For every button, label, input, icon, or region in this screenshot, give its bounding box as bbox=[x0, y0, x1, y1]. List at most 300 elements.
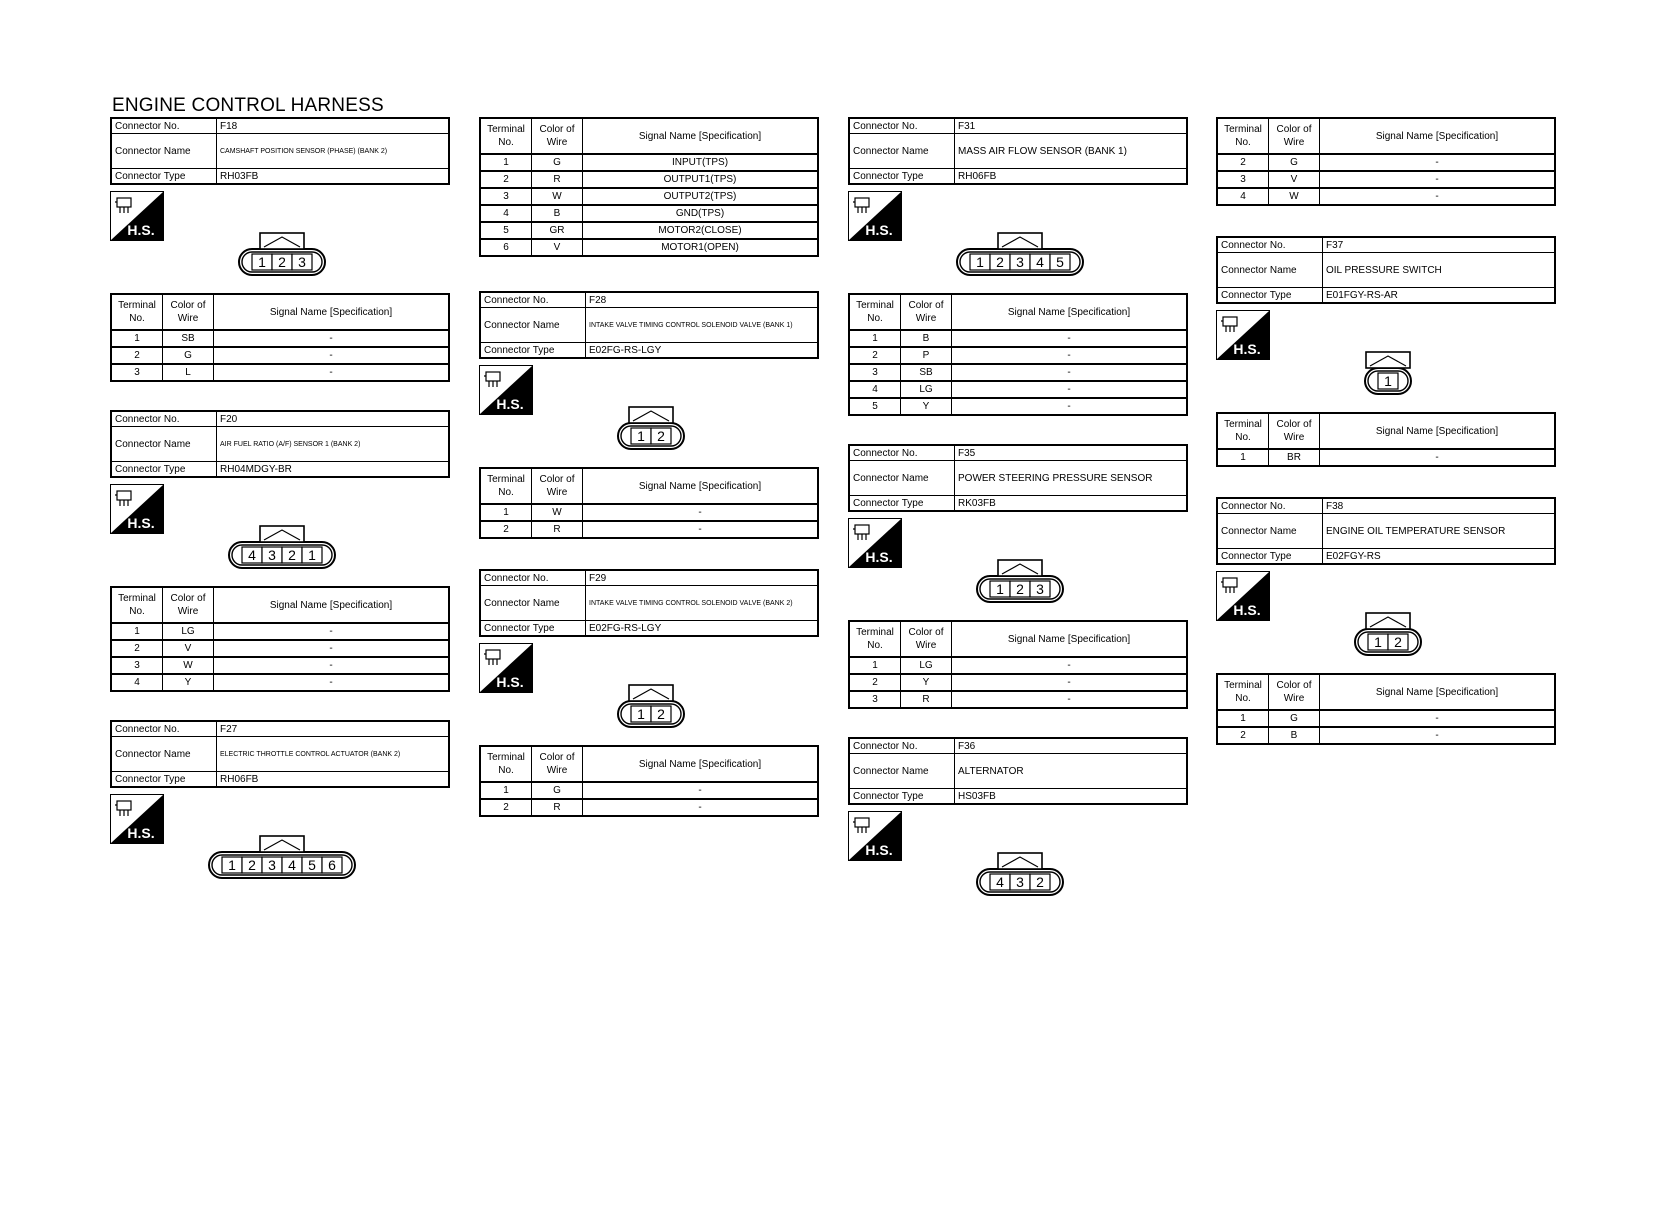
signal-name: OUTPUT1(TPS) bbox=[583, 171, 819, 188]
signal-name: - bbox=[952, 381, 1188, 398]
pin-number: 2 bbox=[1394, 634, 1402, 650]
column-2 bbox=[479, 117, 819, 817]
wire-color: B bbox=[532, 205, 583, 222]
pin-number: 2 bbox=[1036, 874, 1044, 890]
wire-color: Y bbox=[901, 398, 952, 415]
connector-info-table bbox=[848, 737, 1188, 805]
pin-number: 1 bbox=[637, 706, 645, 722]
terminal-row bbox=[480, 239, 818, 256]
connector-info-table bbox=[1216, 497, 1556, 565]
color-header: Color of Wire bbox=[532, 468, 583, 504]
hs-label: H.S. bbox=[865, 842, 893, 858]
terminal-row bbox=[111, 330, 449, 347]
signal-name: INPUT(TPS) bbox=[583, 154, 819, 171]
pin-number: 2 bbox=[1016, 581, 1024, 597]
wire-color: G bbox=[163, 347, 214, 364]
connector-type-label: Connector Type bbox=[480, 621, 586, 637]
terminal-number: 4 bbox=[1217, 188, 1269, 205]
pin-number: 2 bbox=[278, 254, 286, 270]
connector-diagram-area bbox=[110, 804, 450, 896]
connector-name-label: Connector Name bbox=[111, 737, 217, 772]
connector-diagram-area bbox=[848, 821, 1188, 913]
connector-face-diagram bbox=[616, 397, 686, 457]
terminal-number: 4 bbox=[111, 674, 163, 691]
terminal-row bbox=[1217, 449, 1555, 466]
terminal-row bbox=[480, 782, 818, 799]
connector-type-label: Connector Type bbox=[111, 169, 217, 185]
hs-label: H.S. bbox=[127, 515, 155, 531]
connector-type-value: RH06FB bbox=[955, 169, 1188, 185]
connector-info-table bbox=[848, 117, 1188, 185]
terminal-table bbox=[848, 293, 1188, 416]
signal-name: - bbox=[1320, 171, 1556, 188]
wire-color: V bbox=[163, 640, 214, 657]
wire-color: GR bbox=[532, 222, 583, 239]
pin-number: 3 bbox=[1016, 254, 1024, 270]
terminal-header: Terminal No. bbox=[1217, 674, 1269, 710]
terminal-row bbox=[480, 188, 818, 205]
connector-number-value: F27 bbox=[217, 721, 450, 737]
terminal-number: 3 bbox=[849, 691, 901, 708]
connector-type-label: Connector Type bbox=[111, 772, 217, 788]
connector-number-value: F38 bbox=[1323, 498, 1556, 514]
pin-number: 3 bbox=[1016, 874, 1024, 890]
terminal-row bbox=[480, 504, 818, 521]
wire-color: G bbox=[532, 782, 583, 799]
connector-type-label: Connector Type bbox=[1217, 288, 1323, 304]
pin-number: 2 bbox=[657, 706, 665, 722]
connector-face-diagram bbox=[1353, 603, 1423, 663]
connector-name-value: CAMSHAFT POSITION SENSOR (PHASE) (BANK 2) bbox=[217, 134, 450, 169]
terminal-number: 1 bbox=[849, 330, 901, 347]
connector-face-diagram bbox=[207, 826, 357, 886]
connector-number-value: F28 bbox=[586, 292, 819, 308]
connector-number-label: Connector No. bbox=[111, 411, 217, 427]
pin-number: 1 bbox=[976, 254, 984, 270]
connector-info-table bbox=[110, 117, 450, 185]
pin-number: 4 bbox=[996, 874, 1004, 890]
wire-color: G bbox=[1269, 710, 1320, 727]
terminal-number: 2 bbox=[480, 171, 532, 188]
wire-color: R bbox=[532, 799, 583, 816]
signal-name: - bbox=[952, 364, 1188, 381]
connector-block-f18 bbox=[110, 117, 450, 382]
connector-diagram-area bbox=[110, 494, 450, 586]
connector-number-label: Connector No. bbox=[480, 570, 586, 586]
terminal-number: 1 bbox=[480, 782, 532, 799]
terminal-row bbox=[111, 657, 449, 674]
connector-block-f31 bbox=[848, 117, 1188, 416]
connector-face-diagram bbox=[237, 223, 327, 283]
wire-color: R bbox=[532, 521, 583, 538]
hs-label: H.S. bbox=[127, 825, 155, 841]
connector-type-value: E02FG-RS-LGY bbox=[586, 621, 819, 637]
terminal-header: Terminal No. bbox=[480, 746, 532, 782]
connector-face-diagram bbox=[616, 675, 686, 735]
pin-number: 4 bbox=[288, 857, 296, 873]
connector-face-diagram bbox=[975, 550, 1065, 610]
connector-name-value: POWER STEERING PRESSURE SENSOR bbox=[955, 461, 1188, 496]
signal-header: Signal Name [Specification] bbox=[1320, 674, 1556, 710]
terminal-number: 3 bbox=[849, 364, 901, 381]
signal-name: - bbox=[952, 674, 1188, 691]
terminal-row bbox=[111, 640, 449, 657]
connector-block-f29 bbox=[479, 569, 819, 817]
connector-name-value: ENGINE OIL TEMPERATURE SENSOR bbox=[1323, 514, 1556, 549]
signal-header: Signal Name [Specification] bbox=[583, 468, 819, 504]
connector-type-value: RK03FB bbox=[955, 496, 1188, 512]
color-header: Color of Wire bbox=[901, 621, 952, 657]
wire-color: Y bbox=[163, 674, 214, 691]
pin-number: 5 bbox=[1056, 254, 1064, 270]
pin-number: 6 bbox=[328, 857, 336, 873]
connector-block-f38 bbox=[1216, 497, 1556, 745]
connector-diagram-area bbox=[1216, 581, 1556, 673]
column-1 bbox=[110, 117, 450, 896]
signal-header: Signal Name [Specification] bbox=[1320, 413, 1556, 449]
terminal-table bbox=[1216, 673, 1556, 745]
connector-type-label: Connector Type bbox=[849, 496, 955, 512]
color-header: Color of Wire bbox=[163, 294, 214, 330]
terminal-table bbox=[479, 745, 819, 817]
signal-header: Signal Name [Specification] bbox=[952, 621, 1188, 657]
terminal-header: Terminal No. bbox=[111, 294, 163, 330]
signal-name: - bbox=[1320, 710, 1556, 727]
color-header: Color of Wire bbox=[1269, 118, 1320, 154]
hs-label: H.S. bbox=[496, 674, 524, 690]
connector-type-label: Connector Type bbox=[849, 169, 955, 185]
connector-type-value: E02FG-RS-LGY bbox=[586, 343, 819, 359]
signal-name: - bbox=[583, 504, 819, 521]
hs-label: H.S. bbox=[865, 549, 893, 565]
connector-block-f27-info bbox=[110, 720, 450, 896]
color-header: Color of Wire bbox=[1269, 674, 1320, 710]
connector-block-f35 bbox=[848, 444, 1188, 709]
terminal-number: 3 bbox=[1217, 171, 1269, 188]
connector-name-value: ELECTRIC THROTTLE CONTROL ACTUATOR (BANK 2) bbox=[217, 737, 450, 772]
signal-header: Signal Name [Specification] bbox=[214, 587, 450, 623]
connector-type-value: RH03FB bbox=[217, 169, 450, 185]
wire-color: R bbox=[901, 691, 952, 708]
column-3 bbox=[848, 117, 1188, 913]
connector-info-table bbox=[479, 291, 819, 359]
connector-name-label: Connector Name bbox=[480, 586, 586, 621]
connector-name-value: INTAKE VALVE TIMING CONTROL SOLENOID VALVE (BANK 1) bbox=[586, 308, 819, 343]
connector-name-value: AIR FUEL RATIO (A/F) SENSOR 1 (BANK 2) bbox=[217, 427, 450, 462]
signal-name: OUTPUT2(TPS) bbox=[583, 188, 819, 205]
terminal-row bbox=[480, 171, 818, 188]
terminal-number: 3 bbox=[111, 364, 163, 381]
terminal-row bbox=[849, 347, 1187, 364]
terminal-number: 2 bbox=[111, 347, 163, 364]
signal-name: - bbox=[1320, 727, 1556, 744]
signal-name: - bbox=[214, 640, 450, 657]
pin-number: 1 bbox=[258, 254, 266, 270]
connector-face-diagram bbox=[227, 516, 337, 576]
terminal-row bbox=[849, 657, 1187, 674]
connector-name-label: Connector Name bbox=[480, 308, 586, 343]
hs-label: H.S. bbox=[1233, 602, 1261, 618]
pin-number: 2 bbox=[657, 428, 665, 444]
wire-color: W bbox=[163, 657, 214, 674]
page-title: ENGINE CONTROL HARNESS bbox=[112, 95, 384, 116]
terminal-row bbox=[1217, 188, 1555, 205]
connector-type-value: E01FGY-RS-AR bbox=[1323, 288, 1556, 304]
signal-name: - bbox=[1320, 188, 1556, 205]
terminal-row bbox=[1217, 171, 1555, 188]
connector-number-label: Connector No. bbox=[111, 721, 217, 737]
signal-name: - bbox=[214, 364, 450, 381]
signal-name: - bbox=[214, 347, 450, 364]
wire-color: V bbox=[532, 239, 583, 256]
connector-name-label: Connector Name bbox=[849, 134, 955, 169]
terminal-table bbox=[110, 293, 450, 382]
terminal-number: 1 bbox=[111, 330, 163, 347]
connector-diagram-area bbox=[479, 653, 819, 745]
terminal-row bbox=[111, 623, 449, 640]
connector-info-table bbox=[110, 410, 450, 478]
terminal-number: 2 bbox=[849, 347, 901, 364]
connector-face-diagram bbox=[955, 223, 1085, 283]
pin-number: 1 bbox=[637, 428, 645, 444]
terminal-number: 5 bbox=[849, 398, 901, 415]
pin-number: 1 bbox=[1384, 373, 1392, 389]
connector-type-label: Connector Type bbox=[849, 789, 955, 805]
terminal-header: Terminal No. bbox=[1217, 413, 1269, 449]
terminal-table bbox=[479, 117, 819, 257]
connector-name-label: Connector Name bbox=[111, 134, 217, 169]
signal-name: - bbox=[952, 657, 1188, 674]
connector-number-value: F37 bbox=[1323, 237, 1556, 253]
wire-color: SB bbox=[163, 330, 214, 347]
hs-label: H.S. bbox=[496, 396, 524, 412]
connector-number-label: Connector No. bbox=[849, 738, 955, 754]
connector-info-table bbox=[479, 569, 819, 637]
connector-type-value: HS03FB bbox=[955, 789, 1188, 805]
signal-name: - bbox=[952, 347, 1188, 364]
wire-color: SB bbox=[901, 364, 952, 381]
connector-number-value: F31 bbox=[955, 118, 1188, 134]
connector-number-label: Connector No. bbox=[480, 292, 586, 308]
connector-name-value: OIL PRESSURE SWITCH bbox=[1323, 253, 1556, 288]
connector-diagram-area bbox=[1216, 320, 1556, 412]
wire-color: B bbox=[1269, 727, 1320, 744]
signal-name: - bbox=[214, 623, 450, 640]
terminal-row bbox=[480, 222, 818, 239]
terminal-header: Terminal No. bbox=[849, 621, 901, 657]
signal-name: - bbox=[583, 799, 819, 816]
terminal-table bbox=[848, 620, 1188, 709]
color-header: Color of Wire bbox=[532, 746, 583, 782]
terminal-header: Terminal No. bbox=[111, 587, 163, 623]
terminal-number: 2 bbox=[480, 521, 532, 538]
connector-name-label: Connector Name bbox=[1217, 253, 1323, 288]
pin-number: 5 bbox=[308, 857, 316, 873]
connector-face-diagram bbox=[1363, 342, 1413, 402]
terminal-number: 5 bbox=[480, 222, 532, 239]
signal-name: - bbox=[214, 674, 450, 691]
terminal-number: 2 bbox=[480, 799, 532, 816]
terminal-row bbox=[849, 691, 1187, 708]
connector-block-f20 bbox=[110, 410, 450, 692]
terminal-header: Terminal No. bbox=[849, 294, 901, 330]
signal-header: Signal Name [Specification] bbox=[583, 746, 819, 782]
terminal-header: Terminal No. bbox=[480, 468, 532, 504]
hs-label: H.S. bbox=[127, 222, 155, 238]
color-header: Color of Wire bbox=[901, 294, 952, 330]
terminal-row bbox=[111, 364, 449, 381]
pin-number: 2 bbox=[288, 547, 296, 563]
terminal-row bbox=[480, 154, 818, 171]
terminal-number: 1 bbox=[480, 154, 532, 171]
signal-header: Signal Name [Specification] bbox=[952, 294, 1188, 330]
connector-type-label: Connector Type bbox=[1217, 549, 1323, 565]
connector-number-value: F18 bbox=[217, 118, 450, 134]
wire-color: LG bbox=[163, 623, 214, 640]
terminal-number: 6 bbox=[480, 239, 532, 256]
connector-type-value: E02FGY-RS bbox=[1323, 549, 1556, 565]
pin-number: 4 bbox=[248, 547, 256, 563]
wire-color: LG bbox=[901, 657, 952, 674]
terminal-number: 1 bbox=[111, 623, 163, 640]
wire-color: B bbox=[901, 330, 952, 347]
signal-name: - bbox=[583, 782, 819, 799]
wire-color: Y bbox=[901, 674, 952, 691]
color-header: Color of Wire bbox=[1269, 413, 1320, 449]
connector-number-label: Connector No. bbox=[849, 445, 955, 461]
connector-number-value: F20 bbox=[217, 411, 450, 427]
connector-number-label: Connector No. bbox=[1217, 498, 1323, 514]
wire-color: W bbox=[532, 504, 583, 521]
connector-type-label: Connector Type bbox=[111, 462, 217, 478]
terminal-row bbox=[849, 381, 1187, 398]
connector-name-label: Connector Name bbox=[849, 754, 955, 789]
signal-name: - bbox=[1320, 154, 1556, 171]
connector-number-label: Connector No. bbox=[849, 118, 955, 134]
signal-name: GND(TPS) bbox=[583, 205, 819, 222]
connector-type-value: RH06FB bbox=[217, 772, 450, 788]
pin-number: 1 bbox=[996, 581, 1004, 597]
connector-number-value: F29 bbox=[586, 570, 819, 586]
signal-name: MOTOR1(OPEN) bbox=[583, 239, 819, 256]
terminal-number: 1 bbox=[1217, 710, 1269, 727]
terminal-block-f36 bbox=[1216, 117, 1556, 206]
pin-number: 1 bbox=[228, 857, 236, 873]
terminal-row bbox=[849, 330, 1187, 347]
terminal-row bbox=[480, 799, 818, 816]
signal-name: - bbox=[1320, 449, 1556, 466]
connector-number-value: F35 bbox=[955, 445, 1188, 461]
terminal-number: 3 bbox=[111, 657, 163, 674]
connector-info-table bbox=[110, 720, 450, 788]
pin-number: 3 bbox=[268, 547, 276, 563]
terminal-row bbox=[111, 674, 449, 691]
connector-block-f37 bbox=[1216, 236, 1556, 467]
connector-name-value: MASS AIR FLOW SENSOR (BANK 1) bbox=[955, 134, 1188, 169]
connector-type-value: RH04MDGY-BR bbox=[217, 462, 450, 478]
connector-name-label: Connector Name bbox=[849, 461, 955, 496]
terminal-table bbox=[110, 586, 450, 692]
color-header: Color of Wire bbox=[163, 587, 214, 623]
signal-header: Signal Name [Specification] bbox=[583, 118, 819, 154]
terminal-number: 3 bbox=[480, 188, 532, 205]
terminal-number: 4 bbox=[480, 205, 532, 222]
terminal-number: 1 bbox=[480, 504, 532, 521]
pin-number: 1 bbox=[308, 547, 316, 563]
connector-name-value: INTAKE VALVE TIMING CONTROL SOLENOID VALVE (BANK 2) bbox=[586, 586, 819, 621]
color-header: Color of Wire bbox=[532, 118, 583, 154]
connector-number-label: Connector No. bbox=[111, 118, 217, 134]
terminal-row bbox=[480, 521, 818, 538]
connector-name-label: Connector Name bbox=[1217, 514, 1323, 549]
terminal-row bbox=[849, 364, 1187, 381]
terminal-row bbox=[1217, 154, 1555, 171]
signal-name: - bbox=[214, 657, 450, 674]
signal-header: Signal Name [Specification] bbox=[214, 294, 450, 330]
terminal-row bbox=[111, 347, 449, 364]
terminal-row bbox=[480, 205, 818, 222]
terminal-number: 2 bbox=[849, 674, 901, 691]
wire-color: R bbox=[532, 171, 583, 188]
terminal-number: 2 bbox=[1217, 727, 1269, 744]
connector-block-f28 bbox=[479, 291, 819, 539]
signal-name: - bbox=[583, 521, 819, 538]
hs-label: H.S. bbox=[865, 222, 893, 238]
signal-name: - bbox=[214, 330, 450, 347]
pin-number: 3 bbox=[268, 857, 276, 873]
pin-number: 1 bbox=[1374, 634, 1382, 650]
connector-info-table bbox=[1216, 236, 1556, 304]
wire-color: W bbox=[532, 188, 583, 205]
terminal-table bbox=[1216, 117, 1556, 206]
terminal-number: 1 bbox=[849, 657, 901, 674]
connector-name-label: Connector Name bbox=[111, 427, 217, 462]
signal-header: Signal Name [Specification] bbox=[1320, 118, 1556, 154]
signal-name: - bbox=[952, 691, 1188, 708]
terminal-row bbox=[849, 674, 1187, 691]
terminal-row bbox=[1217, 710, 1555, 727]
wire-color: LG bbox=[901, 381, 952, 398]
connector-diagram-area bbox=[479, 375, 819, 467]
connector-info-table bbox=[848, 444, 1188, 512]
pin-number: 3 bbox=[298, 254, 306, 270]
terminal-row bbox=[849, 398, 1187, 415]
pin-number: 2 bbox=[248, 857, 256, 873]
terminal-header: Terminal No. bbox=[1217, 118, 1269, 154]
terminal-table bbox=[1216, 412, 1556, 467]
terminal-number: 2 bbox=[1217, 154, 1269, 171]
wire-color: W bbox=[1269, 188, 1320, 205]
connector-diagram-area bbox=[110, 201, 450, 293]
wire-color: G bbox=[532, 154, 583, 171]
terminal-block-f27 bbox=[479, 117, 819, 257]
signal-name: - bbox=[952, 398, 1188, 415]
signal-name: - bbox=[952, 330, 1188, 347]
connector-number-value: F36 bbox=[955, 738, 1188, 754]
signal-name: MOTOR2(CLOSE) bbox=[583, 222, 819, 239]
pin-number: 2 bbox=[996, 254, 1004, 270]
terminal-number: 4 bbox=[849, 381, 901, 398]
column-4 bbox=[1216, 117, 1556, 745]
terminal-number: 2 bbox=[111, 640, 163, 657]
pin-number: 4 bbox=[1036, 254, 1044, 270]
terminal-header: Terminal No. bbox=[480, 118, 532, 154]
connector-name-value: ALTERNATOR bbox=[955, 754, 1188, 789]
wire-color: V bbox=[1269, 171, 1320, 188]
wire-color: P bbox=[901, 347, 952, 364]
connector-diagram-area bbox=[848, 528, 1188, 620]
terminal-row bbox=[1217, 727, 1555, 744]
